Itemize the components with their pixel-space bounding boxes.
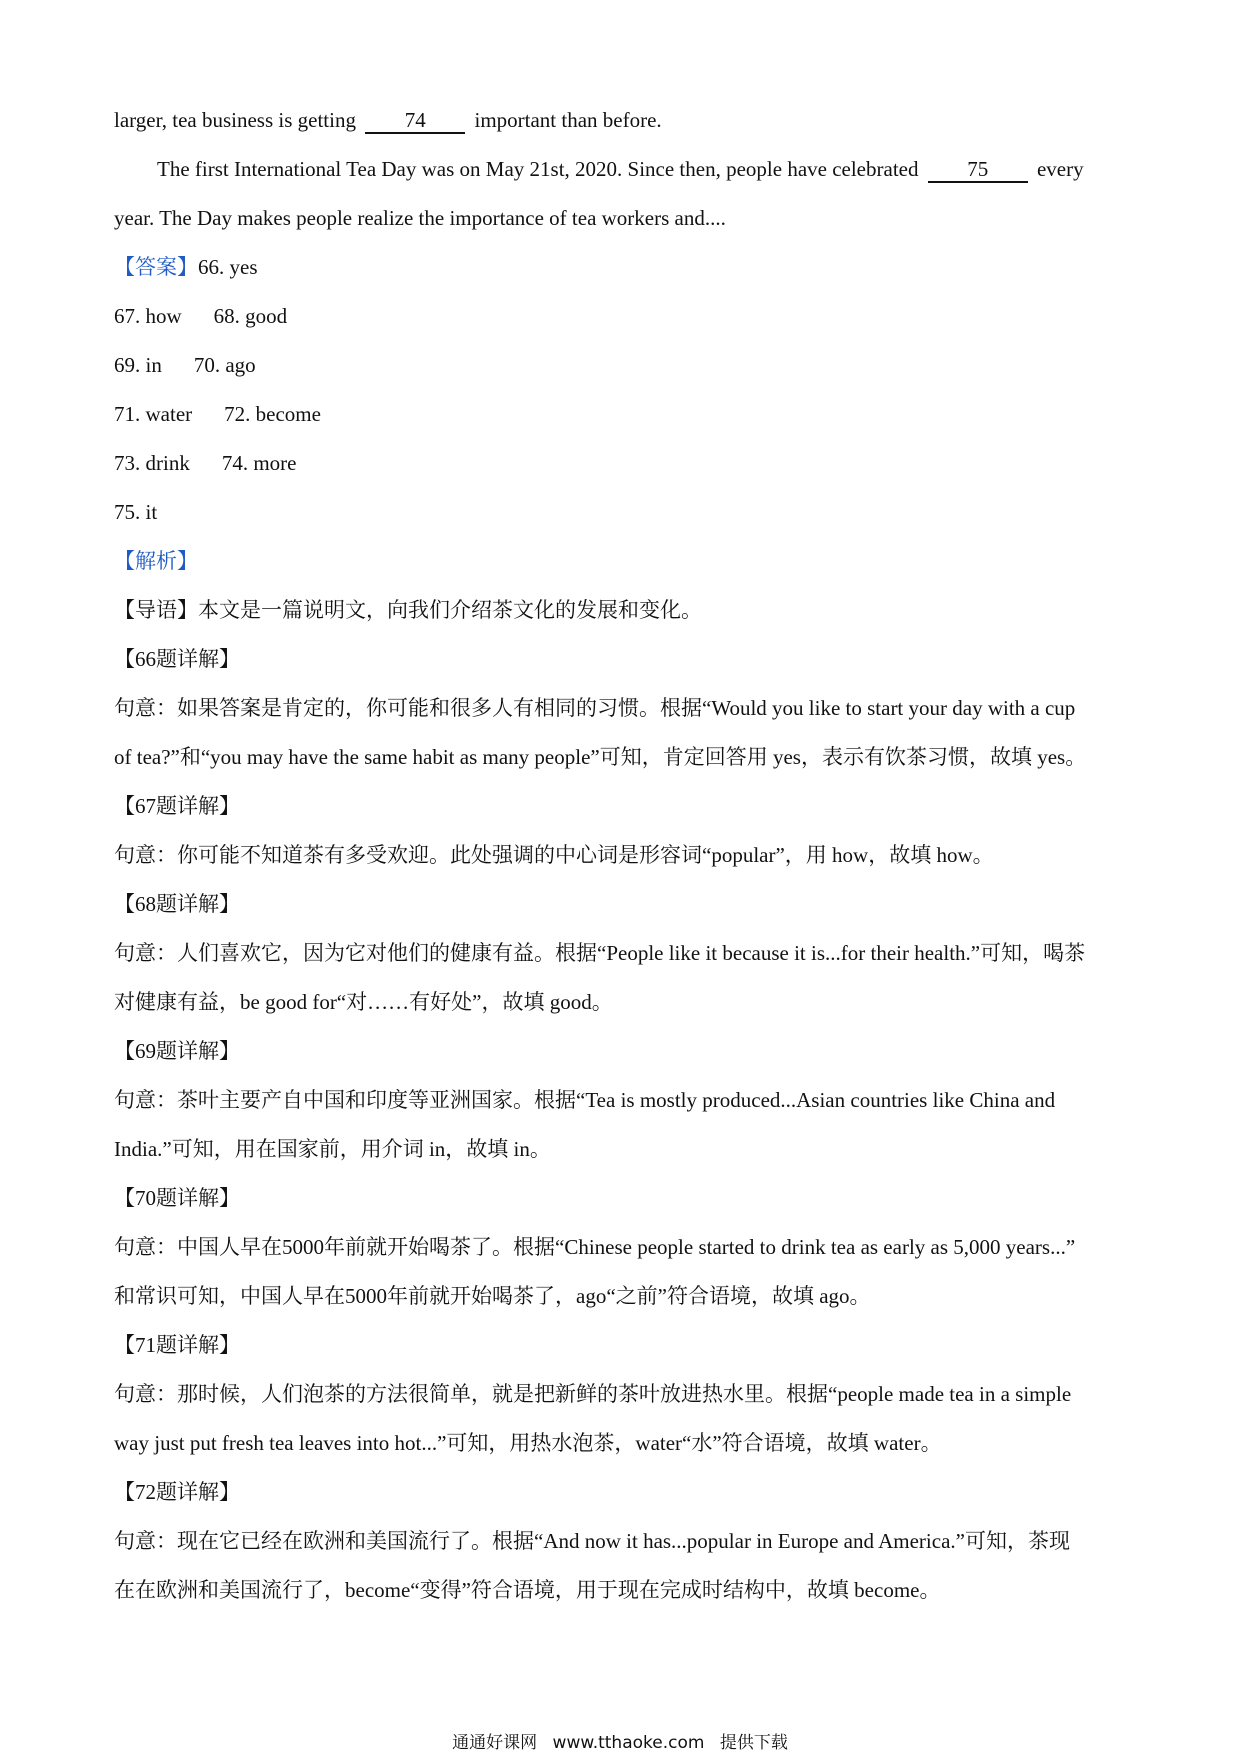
- passage-text: every: [1031, 157, 1084, 181]
- answer-66: 66. yes: [198, 255, 258, 279]
- passage-line-1: [114, 96, 1134, 145]
- answer-74: 74. more: [221, 451, 297, 475]
- answer-line-1: [114, 243, 1134, 292]
- q67-line-1: 句意：你可能不知道茶有多受欢迎。此处强调的中心词是形容词“popular”，用 how，故填 how。: [114, 843, 994, 867]
- q71-title: 【71题详解】: [114, 1333, 240, 1357]
- footer-site-name: 通通好课网: [452, 1733, 538, 1753]
- answer-line-5: [114, 439, 1134, 488]
- q68-line-2: 对健康有益，be good for“对……有好处”，故填 good。: [114, 990, 613, 1014]
- footer-note: 提供下载: [719, 1733, 788, 1753]
- q69-title: 【69题详解】: [114, 1039, 240, 1063]
- analysis-label: 【解析】: [114, 549, 198, 573]
- passage-text: The first International Tea Day was on May 21st, 2020. Since then, people have celebrated: [157, 157, 924, 181]
- q70-line-2: 和常识可知，中国人早在5000年前就开始喝茶了，ago“之前”符合语境，故填 ago。: [114, 1284, 871, 1308]
- q71-line-1: 句意：那时候，人们泡茶的方法很简单，就是把新鲜的茶叶放进热水里。根据“people made tea in a simple: [114, 1382, 1072, 1406]
- analysis-intro: 【导语】本文是一篇说明文，向我们介绍茶文化的发展和变化。: [114, 598, 702, 622]
- answer-line-4: [114, 390, 1134, 439]
- q69-line-1: 句意：茶叶主要产自中国和印度等亚洲国家。根据“Tea is mostly produced...Asian countries like China and: [114, 1088, 1056, 1112]
- answer-70: 70. ago: [193, 353, 256, 377]
- q72-line-1: 句意：现在它已经在欧洲和美国流行了。根据“And now it has...popular in Europe and America.”可知，茶现: [114, 1529, 1070, 1553]
- q70-line-1: 句意：中国人早在5000年前就开始喝茶了。根据“Chinese people started to drink tea as early as 5,000 years...”: [114, 1235, 1076, 1259]
- q72-line-2: 在在欧洲和美国流行了，become“变得”符合语境，用于现在完成时结构中，故填 become。: [114, 1578, 941, 1602]
- q66-line-2: of tea?”和“you may have the same habit as many people”可知，肯定回答用 yes，表示有饮茶习惯，故填 yes。: [114, 745, 1087, 769]
- answer-label: 【答案】: [114, 255, 198, 279]
- answer-69: 69. in: [114, 353, 162, 377]
- answer-line-6: [114, 488, 1134, 537]
- blank-75: 75: [928, 158, 1028, 183]
- q66-title: 【66题详解】: [114, 647, 240, 671]
- answer-67: 67. how: [114, 304, 182, 328]
- answer-73: 73. drink: [114, 451, 190, 475]
- q71-line-2: way just put fresh tea leaves into hot...”可知，用热水泡茶，water“水”符合语境，故填 water。: [114, 1431, 942, 1455]
- document-page: [114, 96, 1134, 1615]
- q67-title: 【67题详解】: [114, 794, 240, 818]
- q69-line-2: India.”可知，用在国家前，用介词 in，故填 in。: [114, 1137, 551, 1161]
- answer-75: 75. it: [114, 500, 158, 524]
- answer-68: 68. good: [213, 304, 288, 328]
- answer-line-2: [114, 292, 1134, 341]
- answer-line-3: [114, 341, 1134, 390]
- q72-title: 【72题详解】: [114, 1480, 240, 1504]
- passage-text: larger, tea business is getting: [114, 108, 362, 132]
- answer-72: 72. become: [224, 402, 321, 426]
- passage-text: important than before.: [469, 108, 662, 132]
- passage-line-3: year. The Day makes people realize the importance of tea workers and....: [114, 206, 726, 230]
- q68-title: 【68题详解】: [114, 892, 240, 916]
- q66-line-1: 句意：如果答案是肯定的，你可能和很多人有相同的习惯。根据“Would you like to start your day with a cup: [114, 696, 1076, 720]
- blank-74: 74: [365, 109, 465, 134]
- q70-title: 【70题详解】: [114, 1186, 240, 1210]
- answer-71: 71. water: [114, 402, 193, 426]
- footer-url[interactable]: www.tthaoke.com: [552, 1733, 705, 1753]
- page-footer: [0, 1728, 1240, 1753]
- passage-line-2: [114, 145, 1134, 194]
- q68-line-1: 句意：人们喜欢它，因为它对他们的健康有益。根据“People like it because it is...for their health.”可知，喝茶: [114, 941, 1086, 965]
